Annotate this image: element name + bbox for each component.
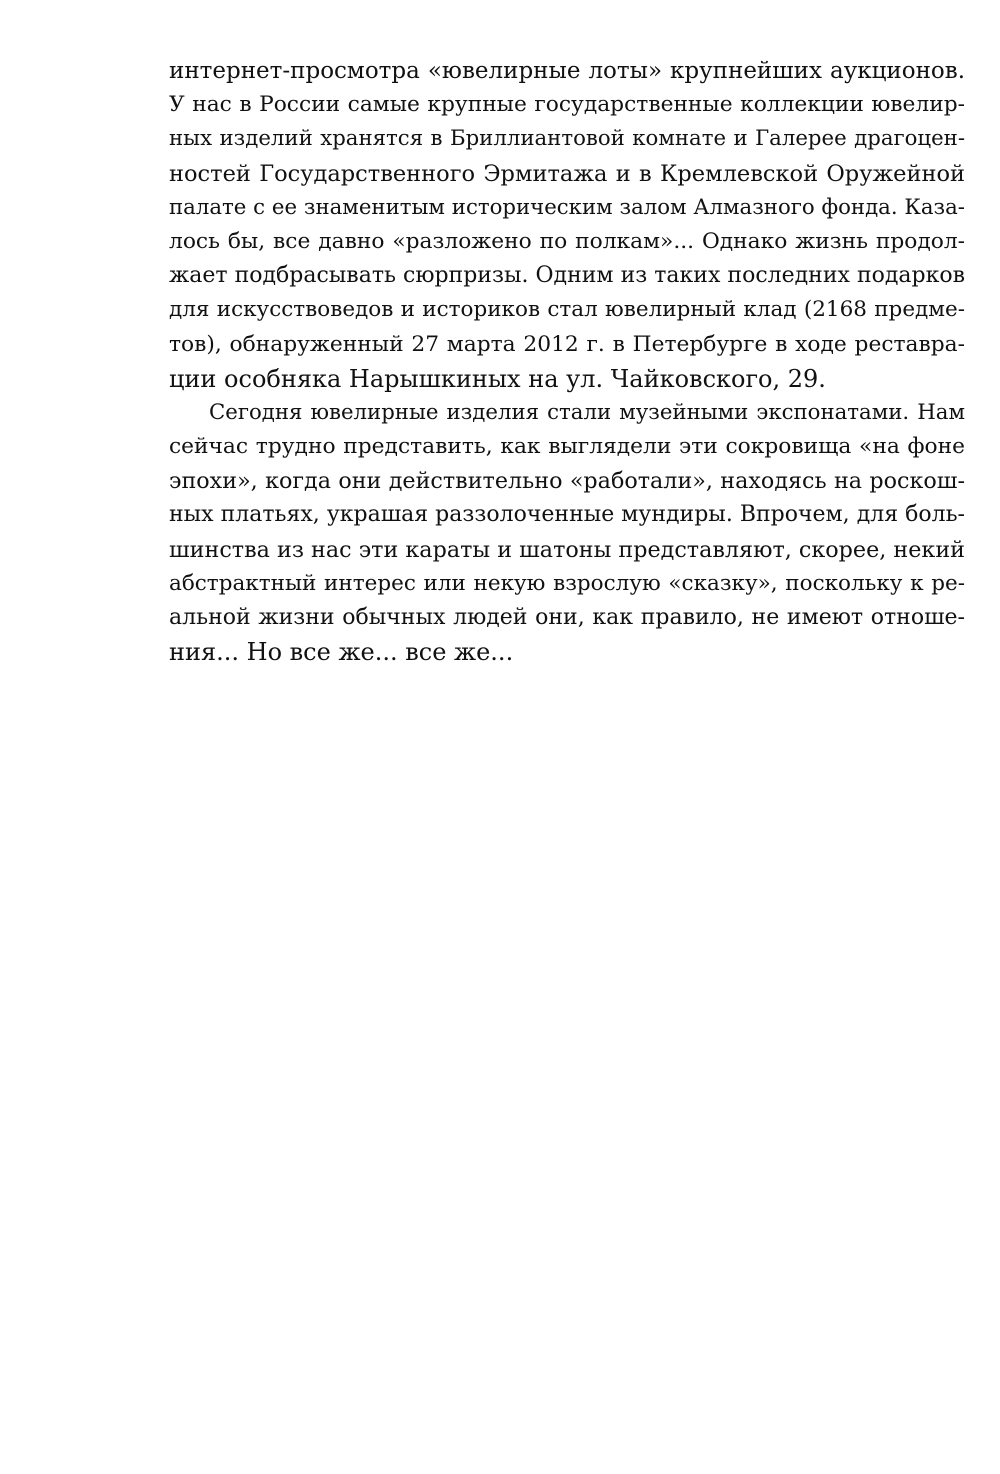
paragraph-2 [169,396,965,670]
body-text [169,54,965,669]
text-line: жает подбрасывать сюрпризы. Одним из таких последних подарков [169,263,965,289]
text-line: лось бы, все давно «разложено по полкам»... Однако жизнь продол- [169,228,965,254]
text-line: У нас в России самые крупные государственные коллекции ювелир- [169,92,965,118]
text-line: Сегодня ювелирные изделия стали музейными экспонатами. Нам [209,399,965,425]
text-line: интернет-просмотра «ювелирные лоты» крупнейших аукционов. [169,58,965,84]
text-line: ностей Государственного Эрмитажа и в Кремлевской Оружейной [169,160,965,187]
text-line: ных изделий хранятся в Бриллиантовой комнате и Галерее драгоцен- [169,126,965,152]
text-line: шинства из нас эти караты и шатоны представляют, скорее, некий [169,536,965,563]
text-line: ных платьях, украшая раззолоченные мундиры. Впрочем, для боль- [169,502,965,528]
text-line: палате с ее знаменитым историческим залом Алмазного фонда. Каза- [169,194,965,220]
text-line: для искусствоведов и историков стал ювелирный клад (2168 предме- [169,297,965,323]
text-line: абстрактный интерес или некую взрослую «сказку», поскольку к ре- [169,570,965,596]
text-line: ции особняка Нарышкиных на ул. Чайковского, 29. [169,364,826,393]
text-line: тов), обнаруженный 27 марта 2012 г. в Петербурге в ходе реставра- [169,331,965,357]
text-line: эпохи», когда они действительно «работали», находясь на роскош- [169,468,965,495]
paragraph-1 [169,54,965,396]
text-line: ния... Но все же... все же... [169,638,514,667]
text-line: альной жизни обычных людей они, как правило, не имеют отноше- [169,605,965,630]
text-line: сейчас трудно представить, как выглядели эти сокровища «на фоне [169,434,965,460]
